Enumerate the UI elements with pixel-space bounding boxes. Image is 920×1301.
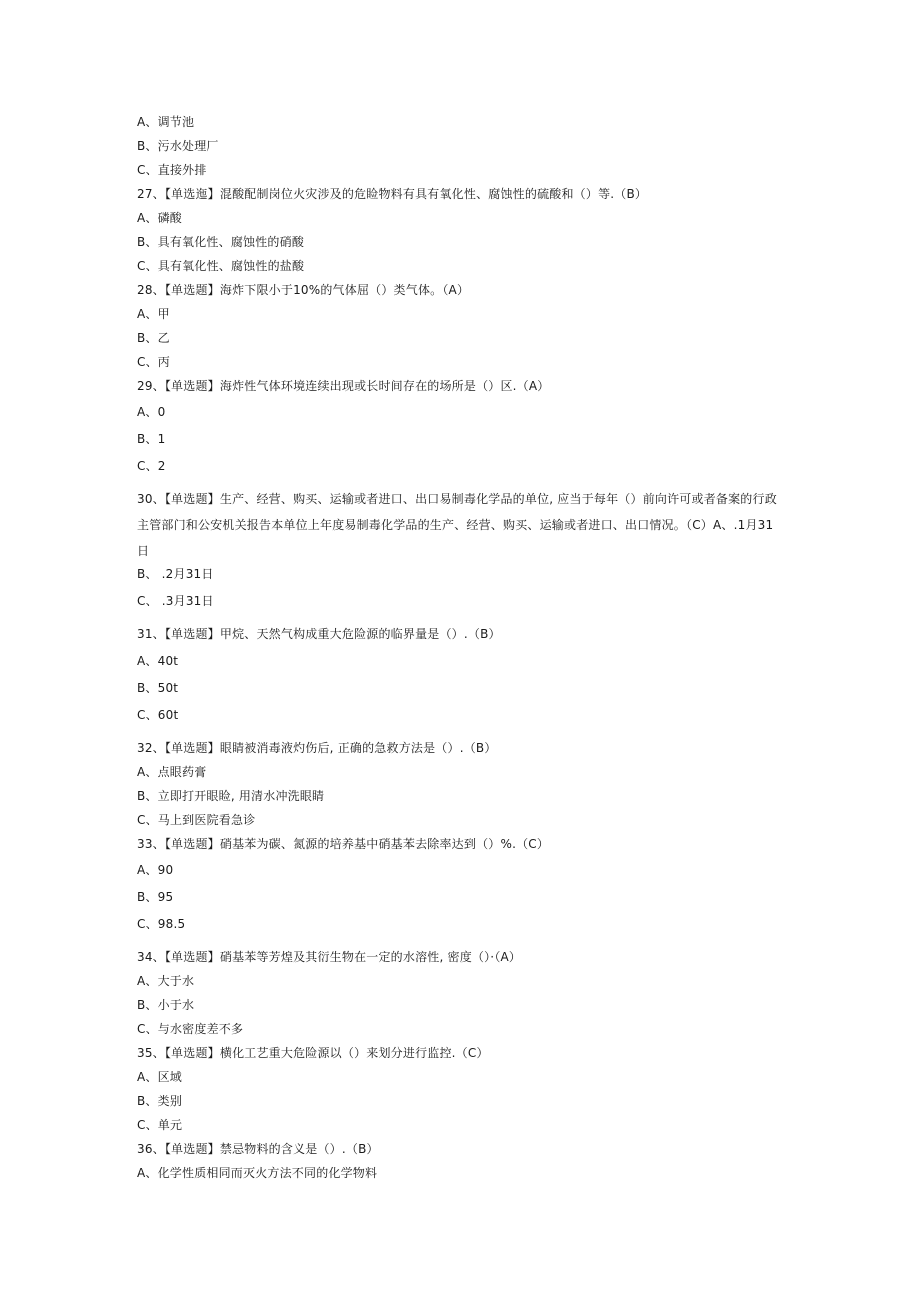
question-35: 35、【单选题】横化工艺重大危险源以（）来划分进行监控.（C） bbox=[137, 1046, 489, 1060]
option-a: A、点眼药膏 bbox=[137, 765, 207, 779]
option-c: C、单元 bbox=[137, 1118, 183, 1132]
option-a: A、40t bbox=[137, 654, 179, 668]
option-c: C、2 bbox=[137, 459, 166, 473]
question-36: 36、【单选题】禁忌物料的含义是（）.（B） bbox=[137, 1142, 379, 1156]
question-31: 31、【单选题】甲烷、天然气构成重大危险源的临界量是（）.（B） bbox=[137, 627, 501, 641]
option-c: C、 .3月31日 bbox=[137, 594, 214, 608]
option-a: A、磷酸 bbox=[137, 211, 183, 225]
option-c: C、60t bbox=[137, 708, 179, 722]
option-a: A、0 bbox=[137, 405, 166, 419]
question-27: 27、【单选迤】混酸配制岗位火灾涉及的危睑物料有具有氧化性、腐蚀性的硫酸和（）等.（B） bbox=[137, 187, 648, 201]
option-c: C、马上到医院看急诊 bbox=[137, 813, 256, 827]
question-28: 28、【单选题】海炸下限小于10%的气体屈（）类气体。（A） bbox=[137, 283, 470, 297]
option-c: C、丙 bbox=[137, 355, 170, 369]
option-b: B、乙 bbox=[137, 331, 170, 345]
option-b: B、50t bbox=[137, 681, 179, 695]
option-c: C、具有氧化性、腐蚀性的盐酸 bbox=[137, 259, 305, 273]
option-a: A、甲 bbox=[137, 307, 170, 321]
option-b: B、具有氧化性、腐蚀性的硝酸 bbox=[137, 235, 305, 249]
option-c: C、98.5 bbox=[137, 917, 186, 931]
option-b: B、1 bbox=[137, 432, 166, 446]
option-a: A、大于水 bbox=[137, 974, 195, 988]
option-b: B、95 bbox=[137, 890, 174, 904]
option-c: C、与水密度差不多 bbox=[137, 1022, 244, 1036]
option-b: B、 .2月31日 bbox=[137, 567, 214, 581]
question-30: 30、【单选题】生产、经营、购买、运输或者进口、出口易制毒化学品的单位, 应当于每年（）前向许可或者备案的行政主管部门和公安机关报告本单位上年度易制毒化学品的生产、经营、购买、运输或者进口、出口情况。（C）A、.1月31日 bbox=[137, 492, 777, 558]
option-a: A、调节池 bbox=[137, 115, 195, 129]
question-34: 34、【单选题】硝基苯等芳煌及其衍生物在一定的水溶性, 密度（）·（A） bbox=[137, 950, 522, 964]
option-b: B、污水处理厂 bbox=[137, 139, 219, 153]
option-b: B、类别 bbox=[137, 1094, 183, 1108]
option-a: A、化学性质相同而灭火方法不同的化学物料 bbox=[137, 1166, 378, 1180]
question-29: 29、【单选题】海炸性气体环境连续出现或长时间存在的场所是（）区.（A） bbox=[137, 379, 550, 393]
option-a: A、90 bbox=[137, 863, 174, 877]
option-b: B、立即打开眼睑, 用清水冲洗眼睛 bbox=[137, 789, 325, 803]
option-c: C、直接外排 bbox=[137, 163, 207, 177]
question-33: 33、【单选题】硝基苯为碳、氮源的培养基中硝基苯去除率达到（）%.（C） bbox=[137, 837, 550, 851]
option-b: B、小于水 bbox=[137, 998, 195, 1012]
question-32: 32、【单选题】眼睛被消毒液灼伤后, 正确的急救方法是（）.（B） bbox=[137, 741, 497, 755]
option-a: A、区域 bbox=[137, 1070, 183, 1084]
